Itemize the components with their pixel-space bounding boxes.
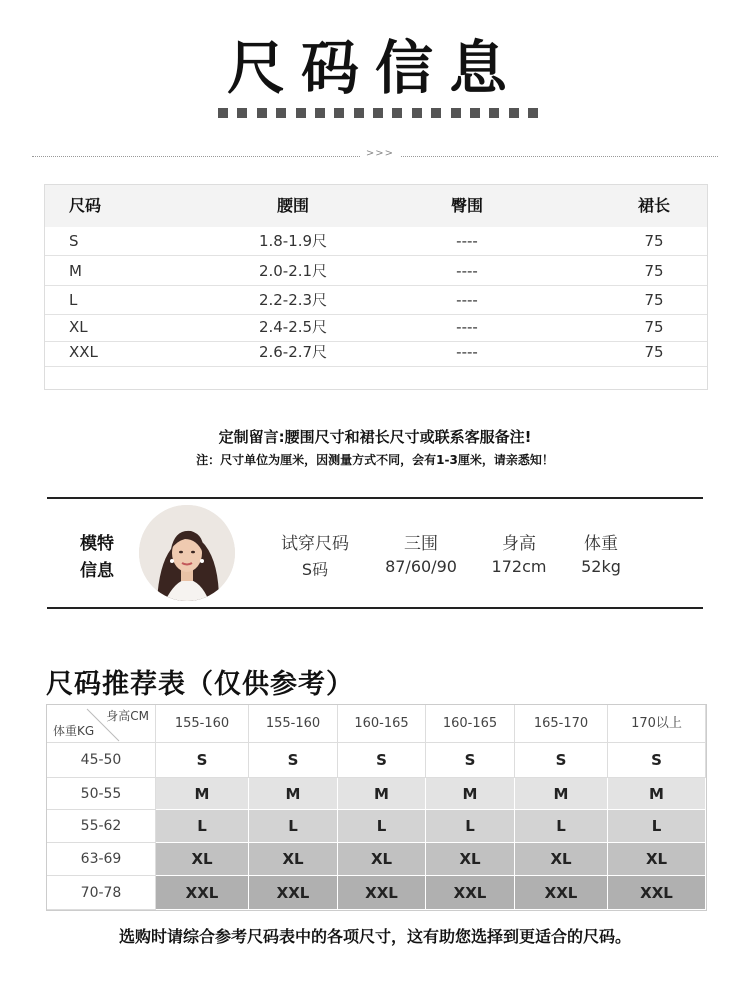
size-recommendation: M [515, 778, 608, 810]
header-waist: 腰围 [276, 196, 309, 215]
size-cell: 75 [644, 343, 664, 361]
model-avatar [139, 505, 235, 601]
recommend-title: 尺码推荐表（仅供参考） [46, 669, 354, 700]
model-stat-value: 52kg [581, 557, 621, 576]
size-recommendation: XL [249, 843, 338, 876]
model-stat-label: 试穿尺码 [281, 534, 349, 554]
size-recommendation: XL [426, 843, 515, 876]
size-recommendation: XXL [515, 876, 608, 910]
weight-label: 70-78 [47, 876, 156, 910]
size-recommendation: S [515, 743, 608, 778]
weight-label: 50-55 [47, 778, 156, 810]
size-cell: ---- [456, 291, 478, 309]
title-underline-dots [218, 108, 538, 118]
size-cell: 2.0-2.1尺 [258, 262, 328, 280]
size-recommendation: XL [608, 843, 706, 876]
size-recommendation: XXL [338, 876, 426, 910]
size-recommendation: M [426, 778, 515, 810]
size-recommendation: S [338, 743, 426, 778]
header-length: 裙长 [637, 196, 670, 215]
model-info [47, 497, 703, 609]
size-cell: XL [69, 318, 88, 336]
size-recommendation: S [426, 743, 515, 778]
size-recommendation: M [156, 778, 249, 810]
model-stat-value: 87/60/90 [385, 557, 457, 576]
size-row [45, 286, 707, 315]
size-cell: ---- [456, 232, 478, 250]
height-header: 160-165 [338, 705, 426, 743]
model-stat-label: 身高 [502, 534, 536, 554]
weight-label: 63-69 [47, 843, 156, 876]
size-recommendation: L [515, 810, 608, 843]
size-cell: 1.8-1.9尺 [258, 232, 328, 250]
model-label-line2: 信息 [80, 561, 114, 581]
height-header: 170以上 [608, 705, 706, 743]
size-cell: L [69, 291, 78, 309]
divider-arrows: >>> [360, 148, 400, 159]
size-recommendation: M [608, 778, 706, 810]
size-recommendation: XXL [156, 876, 249, 910]
size-row [45, 257, 707, 286]
size-cell: XXL [69, 343, 98, 361]
size-cell: 2.2-2.3尺 [258, 291, 328, 309]
recommend-table [46, 704, 707, 911]
size-recommendation: XL [156, 843, 249, 876]
model-label-line1: 模特 [80, 534, 114, 554]
height-header: 160-165 [426, 705, 515, 743]
height-header: 155-160 [249, 705, 338, 743]
size-recommendation: XL [515, 843, 608, 876]
size-cell: ---- [456, 343, 478, 361]
size-recommendation: L [608, 810, 706, 843]
size-recommendation: M [249, 778, 338, 810]
measure-note: 注：尺寸单位为厘米，因测量方式不同，会有1-3厘米，请亲悉知！ [196, 453, 554, 467]
size-recommendation: L [338, 810, 426, 843]
size-cell: M [69, 262, 82, 280]
size-recommendation: L [426, 810, 515, 843]
size-recommendation: XXL [426, 876, 515, 910]
page-title: 尺码信息 [226, 34, 523, 102]
model-stat-value: S码 [301, 560, 329, 579]
corner-height-label: 身高CM [106, 709, 149, 723]
size-recommendation: XXL [608, 876, 706, 910]
header-size: 尺码 [69, 196, 102, 215]
size-cell: ---- [456, 318, 478, 336]
height-header: 155-160 [156, 705, 249, 743]
weight-label: 55-62 [47, 810, 156, 843]
size-cell: 75 [644, 318, 664, 336]
size-recommendation: XXL [249, 876, 338, 910]
table-corner [47, 705, 156, 743]
size-row [45, 338, 707, 367]
height-header: 165-170 [515, 705, 608, 743]
size-cell: ---- [456, 262, 478, 280]
size-cell: 2.6-2.7尺 [258, 343, 328, 361]
size-row [45, 227, 707, 256]
size-recommendation: M [338, 778, 426, 810]
corner-weight-label: 体重KG [53, 724, 95, 738]
size-recommendation: XL [338, 843, 426, 876]
size-recommendation: S [608, 743, 706, 778]
header-hip: 臀围 [450, 196, 483, 215]
model-stat-label: 三围 [404, 534, 438, 554]
model-stat-label: 体重 [584, 534, 618, 554]
size-recommendation: S [249, 743, 338, 778]
size-recommendation: S [156, 743, 249, 778]
size-cell: 2.4-2.5尺 [258, 318, 328, 336]
size-cell: 75 [644, 232, 664, 250]
size-recommendation: L [249, 810, 338, 843]
weight-label: 45-50 [47, 743, 156, 778]
size-cell: S [69, 232, 79, 250]
footer-tip: 选购时请综合参考尺码表中的各项尺寸，这有助您选择到更适合的尺码。 [118, 927, 631, 946]
model-stat-value: 172cm [491, 557, 547, 576]
size-table [44, 184, 708, 390]
size-cell: 75 [644, 291, 664, 309]
size-table-header [45, 185, 707, 227]
size-recommendation: L [156, 810, 249, 843]
custom-note: 定制留言:腰围尺寸和裙长尺寸或联系客服备注! [218, 428, 532, 446]
size-cell: 75 [644, 262, 664, 280]
